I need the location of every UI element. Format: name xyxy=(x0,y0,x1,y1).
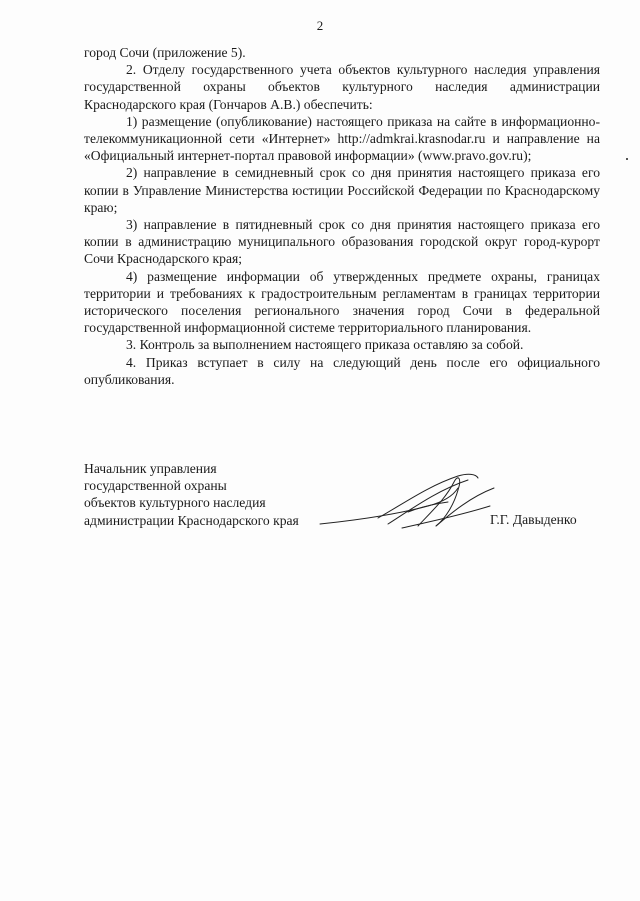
signatory-name: Г.Г. Давыденко xyxy=(490,512,577,527)
paragraph-subitem-4: 4) размещение информации об утвержденных предмете охраны, границах территории и требованиях к градостроительным регламентам в границах территории исторического поселения регионального значения город Сочи в федеральной государственной информационной системе территориального планирования. xyxy=(84,268,600,336)
scan-speck xyxy=(626,158,628,160)
paragraph-subitem-1: 1) размещение (опубликование) настоящего приказа на сайте в информационно-телекоммуникационной сети «Интернет» http://admkrai.krasnodar.ru и направление на «Официальный интернет-портал правовой информации» (www.pravo.gov.ru); xyxy=(84,113,600,164)
page-number: 2 xyxy=(316,18,324,33)
paragraph-item-3: 3. Контроль за выполнением настоящего приказа оставляю за собой. xyxy=(126,337,524,353)
paragraph-subitem-3: 3) направление в пятидневный срок со дня принятия настоящего приказа его копии в администрацию муниципального образования городской округ город-курорт Сочи Краснодарского края; xyxy=(84,217,600,267)
paragraph-item-2: 2. Отделу государственного учета объектов культурного наследия управления государственной охраны объектов культурного наследия администрации Краснодарского края (Гончаров А.В.) обеспечить: xyxy=(84,62,600,112)
handwritten-signature xyxy=(318,468,498,532)
signatory-title-line: администрации Краснодарского края xyxy=(84,512,299,528)
signatory-title-line: государственной охраны xyxy=(84,478,227,494)
document-body xyxy=(84,44,600,388)
paragraph-item-4: 4. Приказ вступает в силу на следующий день после его официального опубликования. xyxy=(84,354,600,387)
paragraph-continuation: город Сочи (приложение 5). xyxy=(84,45,246,60)
signatory-title-line: Начальник управления xyxy=(84,461,217,476)
paragraph-subitem-2: 2) направление в семидневный срок со дня принятия настоящего приказа его копии в Управление Министерства юстиции Российской Федерации по Краснодарскому краю; xyxy=(84,165,600,215)
signatory-title-line: объектов культурного наследия xyxy=(84,495,266,511)
